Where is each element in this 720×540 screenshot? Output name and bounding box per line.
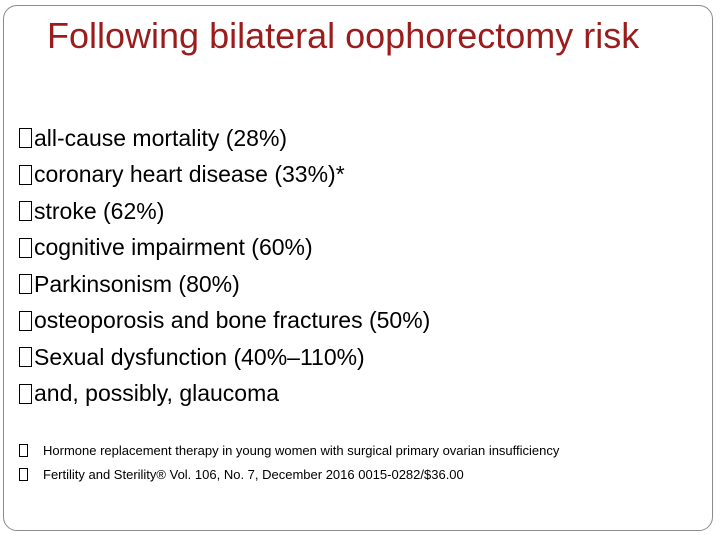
bullet-box-icon xyxy=(19,468,28,481)
bullet-box-icon xyxy=(19,165,32,185)
list-item-text: stroke (62%) xyxy=(34,197,165,224)
list-item xyxy=(19,376,430,413)
list-item xyxy=(19,303,430,340)
list-item-text: osteoporosis and bone fractures (50%) xyxy=(34,307,431,334)
bullet-box-icon xyxy=(19,128,32,148)
reference-notes xyxy=(19,438,559,486)
note-text: Fertility and Sterility® Vol. 106, No. 7, December 2016 0015-0282/$36.00 xyxy=(43,466,464,482)
list-item-text: coronary heart disease (33%)* xyxy=(34,161,345,188)
list-item-text: and, possibly, glaucoma xyxy=(34,380,280,407)
list-item xyxy=(19,157,430,194)
list-item xyxy=(19,266,430,303)
bullet-box-icon xyxy=(19,311,32,331)
list-item xyxy=(19,193,430,230)
risk-list xyxy=(19,120,430,412)
list-item xyxy=(19,120,430,157)
list-item-text: cognitive impairment (60%) xyxy=(34,234,313,261)
bullet-box-icon xyxy=(19,274,32,294)
note-text: Hormone replacement therapy in young women with surgical primary ovarian insufficiency xyxy=(43,442,560,458)
bullet-box-icon xyxy=(19,201,32,221)
list-item-text: Sexual dysfunction (40%–110%) xyxy=(34,343,365,370)
list-item xyxy=(19,339,430,376)
note-item xyxy=(19,438,559,462)
bullet-box-icon xyxy=(19,444,28,457)
note-item xyxy=(19,462,559,486)
list-item-text: Parkinsonism (80%) xyxy=(34,270,240,297)
list-item-text: all-cause mortality (28%) xyxy=(34,124,288,151)
bullet-box-icon xyxy=(19,238,32,258)
list-item xyxy=(19,230,430,267)
bullet-box-icon xyxy=(19,347,32,367)
slide-title: Following bilateral oophorectomy risk xyxy=(47,15,640,56)
bullet-box-icon xyxy=(19,384,32,404)
